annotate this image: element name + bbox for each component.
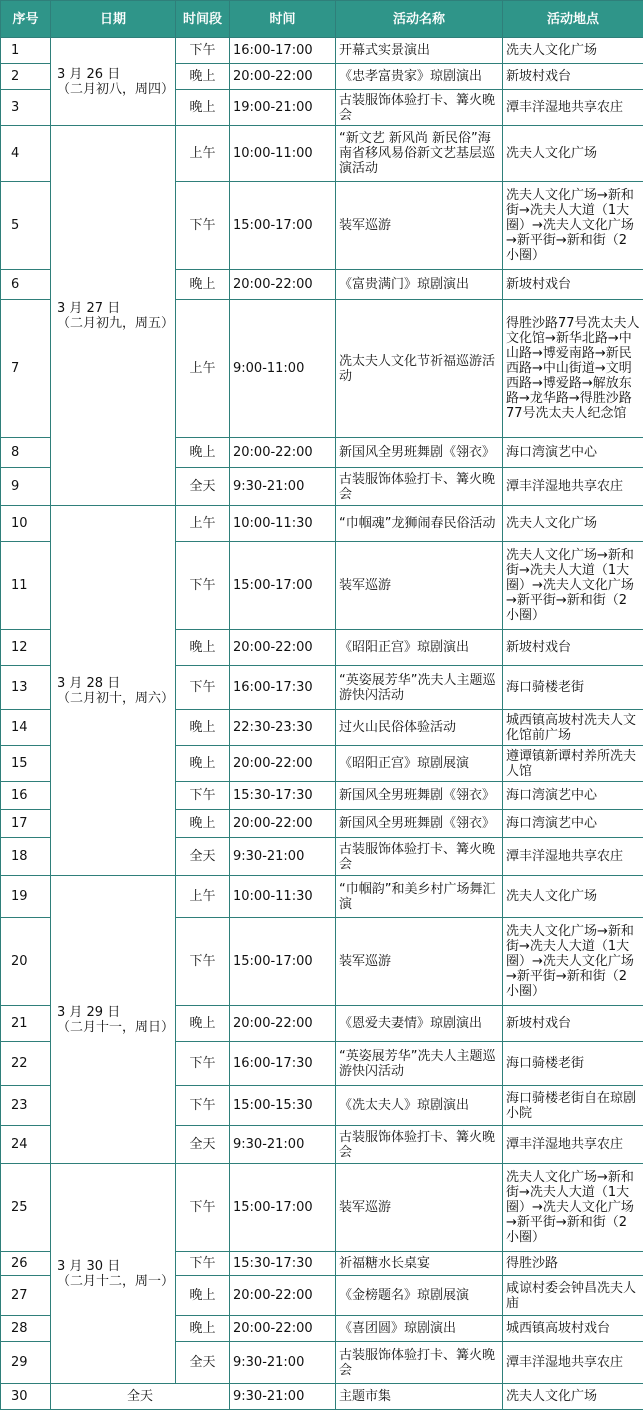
row-location: 海口湾演艺中心 xyxy=(503,438,643,468)
row-activity: 装军巡游 xyxy=(336,542,503,630)
row-index: 2 xyxy=(1,64,51,90)
row-period: 晚上 xyxy=(176,90,230,126)
row-index: 24 xyxy=(1,1126,51,1164)
row-period: 晚上 xyxy=(176,1006,230,1042)
row-time: 20:00-22:00 xyxy=(230,810,336,838)
row-index: 26 xyxy=(1,1252,51,1276)
row-activity: 过火山民俗体验活动 xyxy=(336,710,503,746)
header-period: 时间段 xyxy=(176,1,230,38)
row-activity: “巾帼韵”和美乡村广场舞汇演 xyxy=(336,876,503,918)
row-index: 27 xyxy=(1,1276,51,1316)
row-activity: 祈福糖水长桌宴 xyxy=(336,1252,503,1276)
row-location: 海口骑楼老街 xyxy=(503,1042,643,1086)
row-location: 冼夫人文化广场→新和街→冼夫人大道（1大圈）→冼夫人文化广场→新平街→新和街（2小圈） xyxy=(503,182,643,270)
date-cell xyxy=(51,126,176,506)
row-period: 上午 xyxy=(176,876,230,918)
row-period: 下午 xyxy=(176,782,230,810)
row-location: 海口骑楼老街 xyxy=(503,666,643,710)
row-time: 15:00-17:00 xyxy=(230,1164,336,1252)
row-period: 下午 xyxy=(176,38,230,64)
row-time: 15:30-17:30 xyxy=(230,1252,336,1276)
row-period: 晚上 xyxy=(176,64,230,90)
row-period: 晚上 xyxy=(176,746,230,782)
row-index: 28 xyxy=(1,1316,51,1342)
date-day: 3 月 29 日 xyxy=(57,1005,120,1020)
row-time: 20:00-22:00 xyxy=(230,1276,336,1316)
row-time: 9:30-21:00 xyxy=(230,1384,336,1410)
date-lunar: （二月初八，周四） xyxy=(57,82,174,97)
row-index: 9 xyxy=(1,468,51,506)
row-period: 晚上 xyxy=(176,630,230,666)
date-cell xyxy=(51,38,176,126)
row-location: 新坡村戏台 xyxy=(503,270,643,300)
row-location: 潭丰洋湿地共享农庄 xyxy=(503,838,643,876)
row-index: 29 xyxy=(1,1342,51,1384)
row-period: 下午 xyxy=(176,1042,230,1086)
row-time: 20:00-22:00 xyxy=(230,630,336,666)
row-period: 全天 xyxy=(176,838,230,876)
row-location: 潭丰洋湿地共享农庄 xyxy=(503,1126,643,1164)
row-period: 晚上 xyxy=(176,1316,230,1342)
date-cell xyxy=(51,1164,176,1384)
row-period: 下午 xyxy=(176,1252,230,1276)
row-period: 全天 xyxy=(176,1342,230,1384)
row-period: 下午 xyxy=(176,918,230,1006)
row-location: 咸谅村委会钟昌冼夫人庙 xyxy=(503,1276,643,1316)
row-period: 全天 xyxy=(176,1126,230,1164)
row-activity: 《恩爱夫妻情》琼剧演出 xyxy=(336,1006,503,1042)
row-location: 冼夫人文化广场 xyxy=(503,126,643,182)
table-row xyxy=(1,1164,643,1252)
row-index: 16 xyxy=(1,782,51,810)
header-date: 日期 xyxy=(51,1,176,38)
row-activity: 新国风全男班舞剧《翎衣》 xyxy=(336,438,503,468)
row-time: 20:00-22:00 xyxy=(230,1316,336,1342)
row-activity: 装军巡游 xyxy=(336,1164,503,1252)
row-period: 晚上 xyxy=(176,270,230,300)
row-location: 冼夫人文化广场→新和街→冼夫人大道（1大圈）→冼夫人文化广场→新平街→新和街（2小圈） xyxy=(503,542,643,630)
row-index: 18 xyxy=(1,838,51,876)
row-activity: 古装服饰体验打卡、篝火晚会 xyxy=(336,1342,503,1384)
row-activity: 《昭阳正宫》琼剧展演 xyxy=(336,746,503,782)
row-index: 4 xyxy=(1,126,51,182)
row-location: 城西镇高坡村冼夫人文化馆前广场 xyxy=(503,710,643,746)
row-activity: 《富贵满门》琼剧演出 xyxy=(336,270,503,300)
row-activity: “巾帼魂”龙狮闹春民俗活动 xyxy=(336,506,503,542)
row-period: 全天 xyxy=(51,1384,230,1410)
row-activity: “英姿展芳华”冼夫人主题巡游快闪活动 xyxy=(336,1042,503,1086)
row-period: 下午 xyxy=(176,542,230,630)
row-activity: 新国风全男班舞剧《翎衣》 xyxy=(336,782,503,810)
row-index: 25 xyxy=(1,1164,51,1252)
row-activity: 《金榜题名》琼剧展演 xyxy=(336,1276,503,1316)
date-day: 3 月 28 日 xyxy=(57,676,120,691)
row-index: 14 xyxy=(1,710,51,746)
row-location: 海口湾演艺中心 xyxy=(503,782,643,810)
row-location: 城西镇高坡村戏台 xyxy=(503,1316,643,1342)
row-location: 冼夫人文化广场 xyxy=(503,1384,643,1410)
row-period: 晚上 xyxy=(176,1276,230,1316)
row-location: 遵谭镇新谭村养所冼夫人馆 xyxy=(503,746,643,782)
row-index: 7 xyxy=(1,300,51,438)
row-index: 21 xyxy=(1,1006,51,1042)
row-activity: 古装服饰体验打卡、篝火晚会 xyxy=(336,468,503,506)
row-index: 3 xyxy=(1,90,51,126)
row-activity: 古装服饰体验打卡、篝火晚会 xyxy=(336,90,503,126)
row-period: 下午 xyxy=(176,1164,230,1252)
date-lunar: （二月十二，周一） xyxy=(57,1274,174,1289)
row-period: 上午 xyxy=(176,506,230,542)
row-activity: 《喜团圆》琼剧演出 xyxy=(336,1316,503,1342)
row-period: 上午 xyxy=(176,300,230,438)
row-time: 16:00-17:30 xyxy=(230,1042,336,1086)
row-time: 9:30-21:00 xyxy=(230,1342,336,1384)
row-time: 20:00-22:00 xyxy=(230,64,336,90)
row-time: 20:00-22:00 xyxy=(230,270,336,300)
row-activity: 《忠孝富贵家》琼剧演出 xyxy=(336,64,503,90)
header-time: 时间 xyxy=(230,1,336,38)
row-period: 晚上 xyxy=(176,710,230,746)
row-activity: “新文艺 新风尚 新民俗”海南省移风易俗新文艺基层巡演活动 xyxy=(336,126,503,182)
row-time: 9:00-11:00 xyxy=(230,300,336,438)
row-index: 30 xyxy=(1,1384,51,1410)
row-period: 晚上 xyxy=(176,438,230,468)
date-day: 3 月 26 日 xyxy=(57,67,120,82)
row-location: 冼夫人文化广场→新和街→冼夫人大道（1大圈）→冼夫人文化广场→新平街→新和街（2小圈） xyxy=(503,1164,643,1252)
row-time: 16:00-17:30 xyxy=(230,666,336,710)
row-location: 冼夫人文化广场 xyxy=(503,506,643,542)
row-index: 23 xyxy=(1,1086,51,1126)
row-time: 9:30-21:00 xyxy=(230,838,336,876)
row-location: 新坡村戏台 xyxy=(503,64,643,90)
table-row xyxy=(1,126,643,182)
row-index: 5 xyxy=(1,182,51,270)
row-location: 海口湾演艺中心 xyxy=(503,810,643,838)
header-location: 活动地点 xyxy=(503,1,643,38)
row-activity: 冼太夫人文化节祈福巡游活动 xyxy=(336,300,503,438)
row-time: 10:00-11:30 xyxy=(230,876,336,918)
row-time: 9:30-21:00 xyxy=(230,1126,336,1164)
row-location: 潭丰洋湿地共享农庄 xyxy=(503,1342,643,1384)
row-time: 15:00-17:00 xyxy=(230,918,336,1006)
row-location: 冼夫人文化广场→新和街→冼夫人大道（1大圈）→冼夫人文化广场→新平街→新和街（2小圈） xyxy=(503,918,643,1006)
row-index: 10 xyxy=(1,506,51,542)
date-day: 3 月 30 日 xyxy=(57,1259,120,1274)
header-activity: 活动名称 xyxy=(336,1,503,38)
row-time: 20:00-22:00 xyxy=(230,1006,336,1042)
row-location: 新坡村戏台 xyxy=(503,1006,643,1042)
row-index: 20 xyxy=(1,918,51,1006)
table-row xyxy=(1,1384,643,1410)
row-index: 19 xyxy=(1,876,51,918)
row-time: 19:00-21:00 xyxy=(230,90,336,126)
row-period: 晚上 xyxy=(176,810,230,838)
row-period: 上午 xyxy=(176,126,230,182)
header-index: 序号 xyxy=(1,1,51,38)
row-index: 6 xyxy=(1,270,51,300)
row-location: 潭丰洋湿地共享农庄 xyxy=(503,468,643,506)
date-lunar: （二月初九，周五） xyxy=(57,316,174,331)
row-location: 新坡村戏台 xyxy=(503,630,643,666)
row-activity: 新国风全男班舞剧《翎衣》 xyxy=(336,810,503,838)
row-location: 得胜沙路77号冼太夫人文化馆→新华北路→中山路→博爱南路→新民西路→中山街道→文明西路→博爱路→解放东路→龙华路→得胜沙路77号冼太夫人纪念馆 xyxy=(503,300,643,438)
row-index: 11 xyxy=(1,542,51,630)
row-activity: “英姿展芳华”冼夫人主题巡游快闪活动 xyxy=(336,666,503,710)
row-time: 15:00-17:00 xyxy=(230,182,336,270)
row-location: 得胜沙路 xyxy=(503,1252,643,1276)
row-index: 1 xyxy=(1,38,51,64)
row-index: 8 xyxy=(1,438,51,468)
table-row xyxy=(1,506,643,542)
row-location: 冼夫人文化广场 xyxy=(503,38,643,64)
row-time: 15:00-15:30 xyxy=(230,1086,336,1126)
header-row xyxy=(1,1,643,38)
row-activity: 装军巡游 xyxy=(336,918,503,1006)
row-time: 10:00-11:00 xyxy=(230,126,336,182)
row-activity: 古装服饰体验打卡、篝火晚会 xyxy=(336,838,503,876)
row-index: 15 xyxy=(1,746,51,782)
row-index: 22 xyxy=(1,1042,51,1086)
row-period: 全天 xyxy=(176,468,230,506)
row-activity: 古装服饰体验打卡、篝火晚会 xyxy=(336,1126,503,1164)
row-period: 下午 xyxy=(176,1086,230,1126)
row-time: 10:00-11:30 xyxy=(230,506,336,542)
row-index: 17 xyxy=(1,810,51,838)
row-time: 22:30-23:30 xyxy=(230,710,336,746)
row-location: 海口骑楼老街自在琼剧小院 xyxy=(503,1086,643,1126)
date-cell xyxy=(51,506,176,876)
row-time: 20:00-22:00 xyxy=(230,438,336,468)
row-index: 12 xyxy=(1,630,51,666)
table-row xyxy=(1,38,643,64)
row-activity: 装军巡游 xyxy=(336,182,503,270)
row-period: 下午 xyxy=(176,666,230,710)
date-lunar: （二月初十，周六） xyxy=(57,691,174,706)
row-activity: 《冼太夫人》琼剧演出 xyxy=(336,1086,503,1126)
date-day: 3 月 27 日 xyxy=(57,301,120,316)
row-activity: 开幕式实景演出 xyxy=(336,38,503,64)
row-time: 9:30-21:00 xyxy=(230,468,336,506)
row-activity: 主题市集 xyxy=(336,1384,503,1410)
row-time: 15:30-17:30 xyxy=(230,782,336,810)
row-location: 潭丰洋湿地共享农庄 xyxy=(503,90,643,126)
date-lunar: （二月十一，周日） xyxy=(57,1020,174,1035)
row-index: 13 xyxy=(1,666,51,710)
row-location: 冼夫人文化广场 xyxy=(503,876,643,918)
row-period: 下午 xyxy=(176,182,230,270)
row-time: 15:00-17:00 xyxy=(230,542,336,630)
row-time: 16:00-17:00 xyxy=(230,38,336,64)
row-activity: 《昭阳正宫》琼剧演出 xyxy=(336,630,503,666)
row-time: 20:00-22:00 xyxy=(230,746,336,782)
date-cell xyxy=(51,876,176,1164)
table-row xyxy=(1,876,643,918)
